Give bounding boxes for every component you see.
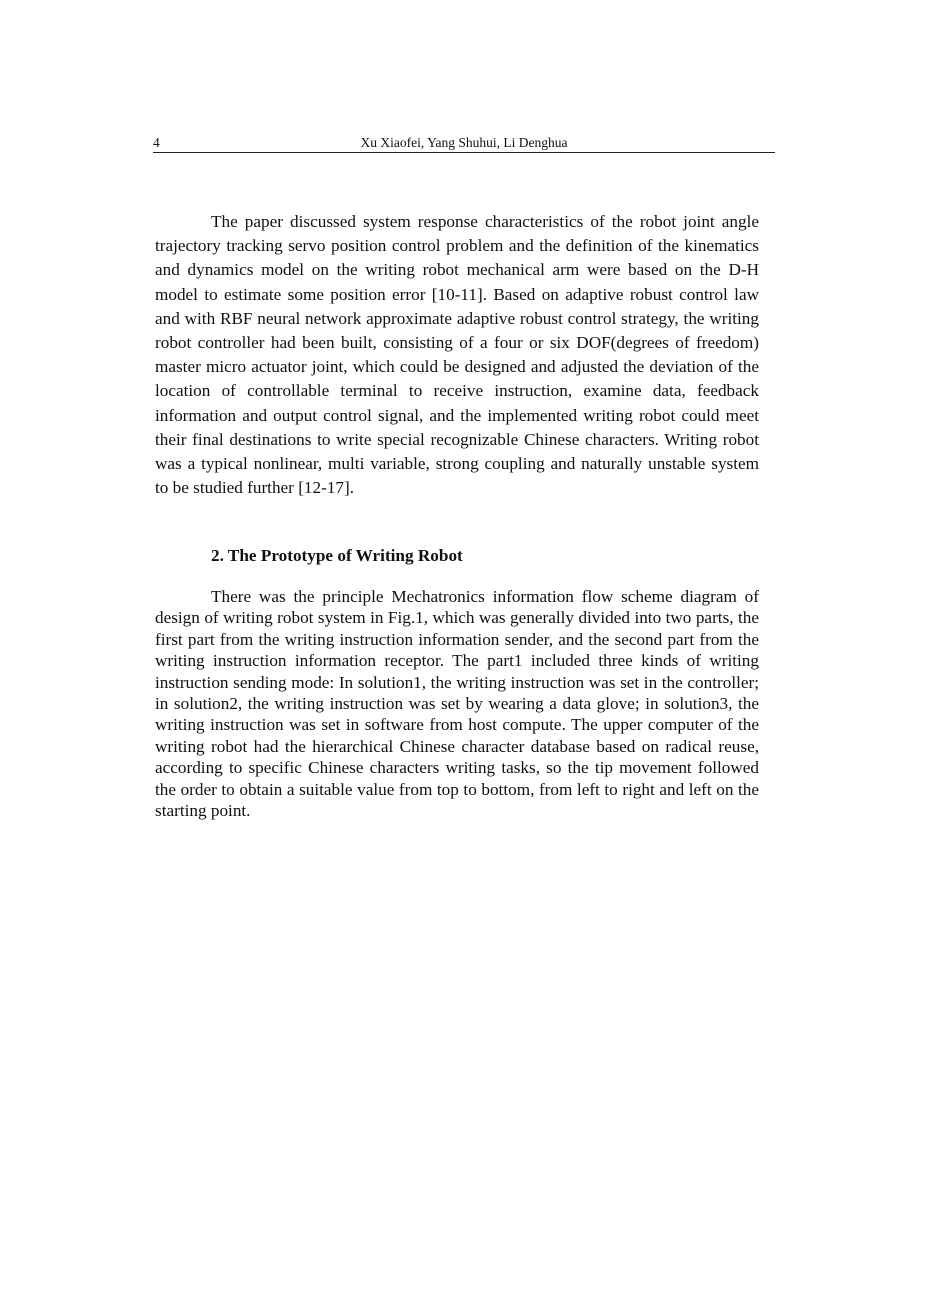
running-head-authors: Xu Xiaofei, Yang Shuhui, Li Denghua [360,135,568,150]
page-header [153,134,775,153]
body-paragraph-2: There was the principle Mechatronics information flow scheme diagram of design of writing robot system in Fig.1, which was generally divided into two parts, the first part from the writing instruction information sender, and the second part from the writing instruction information receptor. The part1 included three kinds of writing instruction sending mode: In solution1, the writing instruction was set in the controller; in solution2, the writing instruction was set by wearing a data glove; in solution3, the writing instruction was set in software from host compute. The upper computer of the writing robot had the hierarchical Chinese character database based on radical reuse, according to specific Chinese characters writing tasks, so the tip movement followed the order to obtain a suitable value from top to bottom, from left to right and left on the starting point. [155,587,759,821]
section-heading: 2. The Prototype of Writing Robot [211,546,463,565]
page-number: 4 [153,135,160,150]
body-paragraph-1: The paper discussed system response characteristics of the robot joint angle trajectory tracking servo position control problem and the definition of the kinematics and dynamics model on the writing robot mechanical arm were based on the D-H model to estimate some position error [10-11]. Based on adaptive robust control law and with RBF neural network approximate adaptive robust control strategy, the writing robot controller had been built, consisting of a four or six DOF(degrees of freedom) master micro actuator joint, which could be designed and adjusted the deviation of the location of controllable terminal to receive instruction, examine data, feedback information and output control signal, and the implemented writing robot could meet their final destinations to write special recognizable Chinese characters. Writing robot was a typical nonlinear, multi variable, strong coupling and naturally unstable system to be studied further [12-17]. [155,212,759,498]
